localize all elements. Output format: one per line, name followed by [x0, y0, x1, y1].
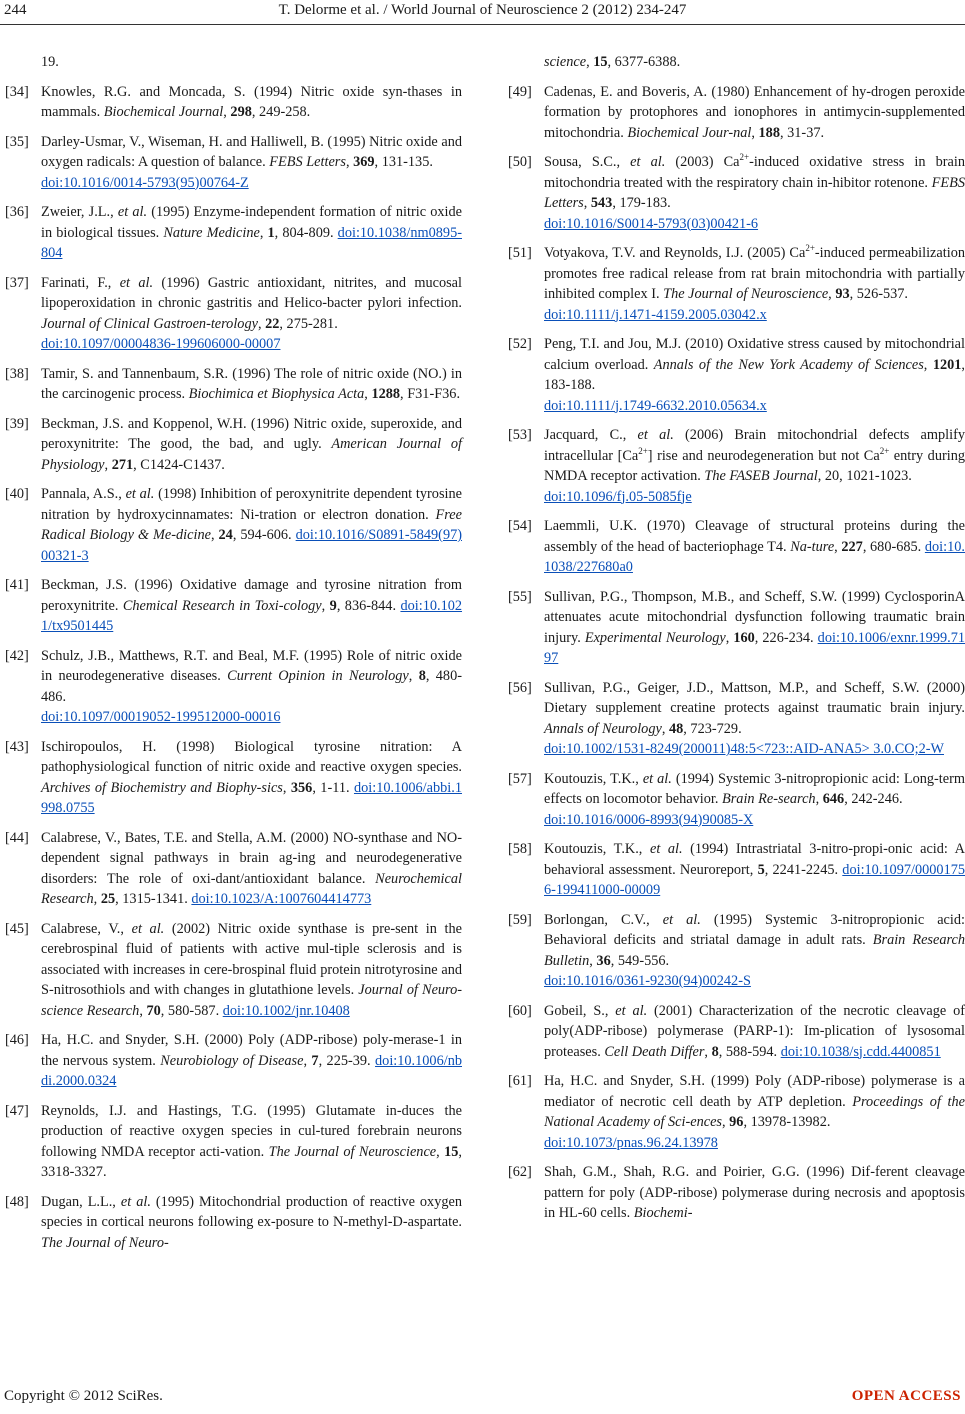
pages: , 249-258. [251, 104, 311, 120]
reference-text: Laemmli, U.K. (1970) Cleavage of structural proteins during the assembly of the head of bacteriophage T4. [544, 518, 965, 555]
journal-name: Biochemi- [633, 1205, 693, 1221]
reference-number: [35] [5, 133, 29, 150]
et-al: et al. [662, 911, 701, 928]
reference-text: (1998) Inhibition of peroxynitrite dependent tyrosine nitration by hydroxycinnamates: Ni-tration or electron donation. [41, 486, 462, 523]
reference-number: [56] [508, 679, 532, 696]
doi-link[interactable]: doi:10.1038/sj.cdd.4400851 [780, 1043, 941, 1060]
doi-link[interactable]: doi:10.1006/abbi.1998.0755 [41, 779, 462, 816]
page-number: 244 [4, 2, 27, 18]
doi-link[interactable]: doi:10.1097/00019052-199512000-00016 [41, 709, 281, 725]
reference-text: -induced oxidative stress in brain mitochondria treated with the respiratory chain in-hibitor rotenone. [544, 154, 965, 191]
reference-number: [49] [508, 83, 532, 100]
et-al: et al. [131, 920, 165, 937]
reference-number: [54] [508, 518, 532, 534]
volume: 7 [311, 1052, 319, 1069]
volume: 70 [146, 1002, 161, 1019]
pages: , 179-183. [612, 195, 671, 211]
volume: 356 [290, 779, 313, 796]
journal-name: Journal of Neuro-science Research [41, 982, 462, 1019]
separator: , [93, 891, 101, 907]
separator: , [923, 356, 933, 373]
doi-link[interactable]: doi:10.1006/nbdi.2000.0324 [41, 1052, 462, 1089]
separator: , [589, 952, 597, 969]
volume: 271 [111, 456, 134, 473]
volume: 25 [100, 891, 116, 907]
separator: , [259, 224, 268, 241]
separator: , [661, 720, 669, 737]
doi-link[interactable]: doi:10.1023/A:1007604414773 [191, 891, 372, 907]
reference-text: Sullivan, P.G., Thompson, M.B., and Scheff, S.W. (1999) CyclosporinA attenuates acute mitochondrial dysfunction following traumatic brain injury. [544, 588, 965, 646]
reference-text: Peng, T.I. and Jou, M.J. (2010) Oxidative stress caused by mitochondrial calcium overload. [544, 336, 965, 373]
doi-link[interactable]: doi:10.1016/0361-9230(94)00242-S [544, 973, 751, 989]
reference-number: [48] [5, 1193, 29, 1210]
separator: , [817, 468, 825, 484]
reference-text: Koutouzis, T.K., [544, 770, 643, 787]
continuation-text: 19. [41, 54, 59, 70]
reference-text: Beckman, J.S. and Koppenol, W.H. (1996) Nitric oxide, superoxide, and peroxynitrite: The good, the bad, and ugly. [41, 415, 462, 452]
reference-entry [508, 587, 965, 669]
volume: 36 [596, 952, 611, 969]
reference-number: [46] [5, 1032, 29, 1048]
volume: 8 [711, 1043, 719, 1060]
reference-text: Reynolds, I.J. and Hastings, T.G. (1995) Glutamate in-duces the production of reactive oxygen species in cul-tured forebrain neurons following NMDA receptor acti-vation. [41, 1102, 462, 1160]
reference-entry [508, 82, 965, 144]
pages: , 131-135. [374, 154, 433, 170]
reference-text: Farinati, F., [41, 274, 120, 291]
journal-name: Journal of Clinical Gastroen-terology [41, 315, 258, 332]
reference-text: (2001) Characterization of the necrotic cleavage of poly(ADP-ribose) polymerase (PARP-1): Im-plication of lysosomal proteases. [544, 1002, 965, 1060]
reference-text: Calabrese, V., [41, 920, 132, 937]
right-column [508, 52, 965, 1233]
reference-text: Koutouzis, T.K., [544, 841, 650, 857]
reference-number: [52] [508, 336, 532, 352]
reference-text: (2002) Nitric oxide synthase is pre-sent in the cerebrospinal fluid of patients with active mul-tiple sclerosis and is associated with increases in cere-brospinal fluid protein nitrotyrosine and S-nitrosothiols and with changes in glutathione levels. [41, 920, 462, 998]
pages: , 1-11. [312, 779, 354, 796]
journal-name: Proceedings of the National Academy of Sci-ences [544, 1093, 965, 1130]
pages: , C1424-C1437. [133, 456, 225, 473]
volume: 15 [444, 1143, 459, 1160]
reference-entry [5, 646, 462, 728]
pages: , 580-587. [160, 1002, 223, 1019]
journal-name: Biochemical Journal [103, 104, 224, 120]
pages: , 804-809. [274, 224, 338, 241]
reference-entry [508, 839, 965, 901]
reference-entry [5, 1192, 462, 1254]
separator: , [751, 124, 759, 141]
doi-link[interactable]: doi:10.1016/0014-5793(95)00764-Z [41, 174, 249, 191]
reference-number: [59] [508, 911, 532, 928]
reference-number: [44] [5, 829, 29, 846]
pages: , 836-844. [336, 597, 401, 614]
reference-text: Ischiropoulos, H. (1998) Biological tyrosine nitration: A pathophysiological function of nitric oxide and reactive oxygen species. [41, 738, 462, 775]
reference-number: [37] [5, 274, 29, 291]
volume: 1288 [371, 386, 401, 402]
journal-name: Nature Medicine [163, 224, 260, 241]
reference-text: (1995) Systemic 3-nitropropionic acid: Behavioral deficits and striatal damage in adult rats. [544, 911, 965, 948]
separator: , [828, 286, 836, 302]
pages: , 2241-2245. [764, 861, 843, 878]
copyright-notice: Copyright © 2012 SciRes. [4, 1388, 163, 1404]
separator: , [834, 538, 842, 555]
doi-link[interactable]: doi:10.1038/nm0895-804 [41, 224, 462, 261]
pages: , 680-685. [862, 538, 925, 555]
reference-text: Borlongan, C.V., [544, 911, 663, 928]
reference-number: [58] [508, 841, 532, 857]
et-al: et al. [615, 1002, 648, 1019]
reference-entry [5, 1030, 462, 1092]
separator: , [725, 629, 734, 646]
reference-entry [5, 414, 462, 476]
reference-text: Ha, H.C. and Snyder, S.H. (1999) Poly (ADP-ribose) polymerase is a mediator of necrotic cell death by ATP depletion. [544, 1073, 965, 1110]
reference-text: Cadenas, E. and Boveris, A. (1980) Enhancement of hy-drogen peroxide formation by protophores and ionophores in antimycin-supplemented mitochondria. [544, 83, 965, 141]
reference-entry [508, 152, 965, 234]
running-head: T. Delorme et al. / World Journal of Neuroscience 2 (2012) 234-247 [278, 2, 687, 18]
doi-link[interactable]: doi:10.1006/exnr.1999.7197 [544, 629, 965, 666]
journal-name: Experimental Neurology [584, 629, 726, 646]
journal-name: Annals of the New York Academy of Sciences [653, 356, 924, 373]
reference-text: (1995) Mitochondrial production of reactive oxygen species in cortical neurons following ex-posure to N-methyl-D-aspartate. [41, 1193, 462, 1230]
volume: 22 [265, 315, 280, 332]
reference-text: Beckman, J.S. (1996) Oxidative damage and tyrosine nitration from peroxynitrite. [41, 577, 462, 614]
reference-number: [43] [5, 738, 29, 755]
reference-entry [5, 82, 462, 123]
reference-text: Darley-Usmar, V., Wiseman, H. and Halliwell, B. (1995) Nitric oxide and oxygen radicals: A question of balance. [41, 133, 462, 170]
journal-name: Na-ture [790, 538, 835, 555]
journal-name: Current Opinion in Neurology [227, 668, 409, 684]
doi-link[interactable]: doi:10.1111/j.1471-4159.2005.03042.x [544, 306, 767, 323]
reference-entry [508, 678, 965, 760]
journal-name: The Journal of Neuroscience [268, 1143, 437, 1160]
separator: , [364, 386, 372, 402]
reference-text: (1995) Enzyme-independent formation of nitric oxide in biological tissues. [41, 204, 462, 241]
volume: 24 [218, 527, 233, 543]
reference-number: [42] [5, 647, 29, 664]
reference-text: -induced permeabilization promotes free radical release from rat brain mitochondria with partially inhibited complex I. [544, 245, 965, 302]
reference-text: Zweier, J.L., [41, 204, 118, 220]
left-column [5, 52, 462, 1262]
doi-link[interactable]: doi:10.1038/227680a0 [544, 538, 965, 575]
volume: 1201 [932, 356, 962, 373]
pages: , 588-594. [718, 1043, 781, 1060]
separator: , [436, 1143, 445, 1160]
volume: 646 [822, 791, 845, 807]
pages: , 225-39. [318, 1052, 376, 1069]
superscript: 2+ [638, 445, 648, 456]
doi-link[interactable]: doi:10.1002/jnr.10408 [222, 1002, 350, 1019]
volume: 188 [758, 124, 780, 141]
separator: , [303, 1052, 312, 1069]
volume: 9 [329, 597, 337, 614]
separator: , [321, 597, 330, 614]
pages: , 549-556. [610, 952, 670, 969]
pages: , 226-234. [754, 629, 818, 646]
separator: , [408, 668, 419, 684]
reference-entry [508, 1001, 965, 1063]
separator: , [104, 456, 112, 473]
pages: , 480-486. [41, 668, 462, 705]
separator: , [704, 1043, 712, 1060]
reference-text: Votyakova, T.V. and Reynolds, I.J. (2005) Ca [544, 245, 806, 261]
reference-text: Ha, H.C. and Snyder, S.H. (2000) Poly (ADP-ribose) poly-merase-1 in the nervous system. [41, 1032, 462, 1069]
doi-link[interactable]: doi:10.1021/tx9501445 [41, 597, 463, 634]
reference-text: (1996) Gastric antioxidant, nitrites, and mucosal lipoperoxidation in chronic gastritis and Helico-bacter pylori infection. [41, 274, 462, 311]
reference-entry [5, 364, 462, 405]
et-al: et al. [117, 204, 148, 220]
reference-number: [41] [5, 577, 29, 593]
et-al: et al. [649, 841, 683, 857]
reference-entry [508, 334, 965, 416]
reference-number: [62] [508, 1164, 532, 1180]
superscript: 2+ [739, 152, 750, 163]
reference-text: Shah, G.M., Shah, R.G. and Poirier, G.G. (1996) Dif-ferent cleavage pattern for poly (ADP-ribose) polymerase during necrosis and apoptosis in HL-60 cells. [544, 1164, 965, 1221]
reference-text: Jacquard, C., [544, 427, 638, 443]
reference-text: Sullivan, P.G., Geiger, J.D., Mattson, M.P., and Scheff, S.W. (2000) Dietary supplement creatine protects against traumatic brain injury. [544, 679, 965, 716]
superscript: 2+ [879, 445, 890, 456]
reference-number: [39] [5, 415, 29, 432]
separator: , [722, 1114, 730, 1130]
journal-name: Archives of Biochemistry and Biophy-sics [41, 779, 283, 796]
reference-entry [508, 425, 965, 507]
reference-entry [508, 910, 965, 992]
separator: , [223, 104, 231, 120]
et-al: et al. [119, 274, 154, 291]
et-al: et al. [642, 770, 672, 787]
reference-number: [53] [508, 427, 532, 443]
reference-number: [50] [508, 154, 532, 170]
et-al: et al. [630, 154, 666, 170]
volume: 160 [733, 629, 755, 646]
pages: , 183-188. [544, 356, 965, 393]
journal-name: The FASEB Journal [704, 468, 818, 484]
separator: , [210, 527, 219, 543]
journal-name: Brain Re-search [722, 791, 816, 807]
reference-text: entry during NMDA receptor activation. [544, 447, 965, 484]
separator: , [282, 779, 291, 796]
doi-link[interactable]: doi:10.1002/1531-8249(200011)48:5<723::AID-ANA5> 3.0.CO;2-W [544, 741, 944, 757]
separator: , [815, 791, 823, 807]
doi-link[interactable]: doi:10.1097/00001756-199411000-00009 [544, 861, 965, 898]
reference-number: [55] [508, 588, 532, 605]
doi-link[interactable]: doi:10.1073/pnas.96.24.13978 [544, 1134, 718, 1151]
volume: 543 [590, 195, 613, 211]
reference-text: (1994) Intrastriatal 3-nitro-propi-onic acid: A behavioral assessment. Neuroreport, [544, 841, 965, 878]
journal-name: FEBS Letters [544, 174, 965, 211]
reference-text: Tamir, S. and Tannenbaum, S.R. (1996) The role of nitric oxide (NO.) in the carcinogenic process. [41, 365, 462, 402]
pages: , F31-F36. [400, 386, 461, 402]
reference-entry [5, 919, 462, 1022]
volume: 93 [835, 286, 850, 302]
pages: , 594-606. [232, 527, 296, 543]
pages: , 275-281. [279, 315, 338, 332]
open-access-label: OPEN ACCESS [851, 1388, 961, 1404]
reference-text: ] rise and neurodegeneration but not Ca [647, 447, 880, 464]
doi-link[interactable]: doi:10.1016/S0891-5849(97)00321-3 [41, 527, 463, 564]
reference-number: [47] [5, 1102, 29, 1119]
doi-link[interactable]: doi:10.1097/00004836-199606000-00007 [41, 336, 281, 352]
et-al: et al. [120, 1193, 151, 1210]
volume: 227 [841, 538, 863, 555]
reference-text: Dugan, L.L., [41, 1193, 121, 1210]
separator: , [257, 315, 266, 332]
journal-name: Neurochemical Research [41, 870, 462, 907]
reference-entry [5, 484, 462, 566]
journal-name: Neurobiology of Disease [160, 1052, 304, 1069]
journal-name: Cell Death Differ [604, 1043, 705, 1060]
pages: , 242-246. [844, 791, 903, 807]
volume: 96 [729, 1114, 744, 1130]
volume: 8 [418, 668, 426, 684]
reference-entry [5, 828, 462, 910]
reference-entry [508, 516, 965, 578]
reference-entry [5, 202, 462, 264]
superscript: 2+ [805, 243, 815, 254]
reference-number: [40] [5, 486, 29, 502]
reference-entry [5, 737, 462, 819]
doi-link[interactable]: doi:10.1096/fj.05-5085fje [544, 488, 692, 505]
doi-link[interactable]: doi:10.1111/j.1749-6632.2010.05634.x [544, 397, 767, 414]
volume: 369 [353, 154, 375, 170]
et-al: et al. [637, 427, 674, 443]
pages: , 13978-13982. [743, 1114, 831, 1130]
journal-name: Biochimica et Biophysica Acta [188, 386, 365, 402]
reference-text: (2003) Ca [665, 154, 740, 170]
reference-text: Schulz, J.B., Matthews, R.T. and Beal, M.F. (1995) Role of nitric oxide in neurodegenerative diseases. [41, 647, 462, 684]
pages: 20, 1021-1023. [824, 468, 912, 484]
reference-number: [51] [508, 245, 532, 261]
journal-name: American Journal of Physiology [41, 436, 462, 473]
journal-name: The Journal of Neuroscience [663, 286, 829, 302]
journal-name: The Journal of Neuro- [41, 1234, 169, 1251]
pages: , 526-537. [849, 286, 908, 302]
reference-number: [60] [508, 1002, 532, 1019]
pages: , 1315-1341. [115, 891, 192, 907]
reference-text: Knowles, R.G. and Moncada, S. (1994) Nitric oxide syn-thases in mammals. [41, 83, 462, 120]
journal-name: Biochemical Jour-nal [627, 124, 752, 141]
reference-entry [508, 243, 965, 325]
reference-entry [5, 132, 462, 194]
volume: 1 [267, 224, 275, 241]
journal-name: Annals of Neurology [544, 720, 662, 737]
reference-number: [38] [5, 365, 29, 382]
reference-text: Pannala, A.S., [41, 486, 126, 502]
journal-name: Chemical Research in Toxi-cology [122, 597, 322, 614]
et-al: et al. [125, 486, 155, 502]
separator: , [345, 154, 354, 170]
reference-text: Sousa, S.C., [544, 154, 631, 170]
reference-entry [508, 769, 965, 831]
continuation-text: science, 15, 6377-6388. [544, 54, 681, 70]
reference-entry [5, 575, 462, 637]
left-reference-list [5, 82, 462, 1254]
journal-name: Brain Research Bulletin [544, 932, 965, 969]
journal-name: Free Radical Biology & Me-dicine [41, 506, 462, 543]
reference-number: [34] [5, 83, 29, 100]
header-rule [0, 24, 965, 25]
reference-entry [508, 1162, 965, 1224]
doi-link[interactable]: doi:10.1016/S0014-5793(03)00421-6 [544, 215, 759, 232]
pages: , 31-37. [779, 124, 825, 141]
reference-number: [36] [5, 204, 29, 220]
reference-entry [5, 1101, 462, 1183]
reference-entry [508, 1071, 965, 1153]
volume: 298 [230, 104, 252, 120]
pages: , 3318-3327. [41, 1143, 462, 1180]
journal-name: FEBS Letters [269, 154, 346, 170]
reference-number: [61] [508, 1073, 532, 1089]
reference-number: [45] [5, 920, 29, 937]
reference-text: (2006) Brain mitochondrial defects amplify intracellular [Ca [544, 427, 965, 464]
reference-text: Gobeil, S., [544, 1002, 616, 1019]
pages: , 723-729. [683, 720, 742, 737]
volume: 48 [668, 720, 684, 737]
reference-text: (1994) Systemic 3-nitropropionic acid: Long-term effects on locomotor behavior. [544, 770, 965, 807]
reference-entry [5, 273, 462, 355]
reference-text: Calabrese, V., Bates, T.E. and Stella, A.M. (2000) NO-synthase and NO-dependent signal pathways in brain ag-ing and neurodegenerative disorders: The role of oxi-dant/antioxidant balance. [41, 829, 462, 887]
separator: , [139, 1002, 147, 1019]
doi-link[interactable]: doi:10.1016/0006-8993(94)90085-X [544, 811, 754, 828]
volume: 5 [757, 861, 765, 878]
right-reference-list [508, 82, 965, 1224]
reference-number: [57] [508, 770, 532, 787]
separator: , [583, 195, 591, 211]
